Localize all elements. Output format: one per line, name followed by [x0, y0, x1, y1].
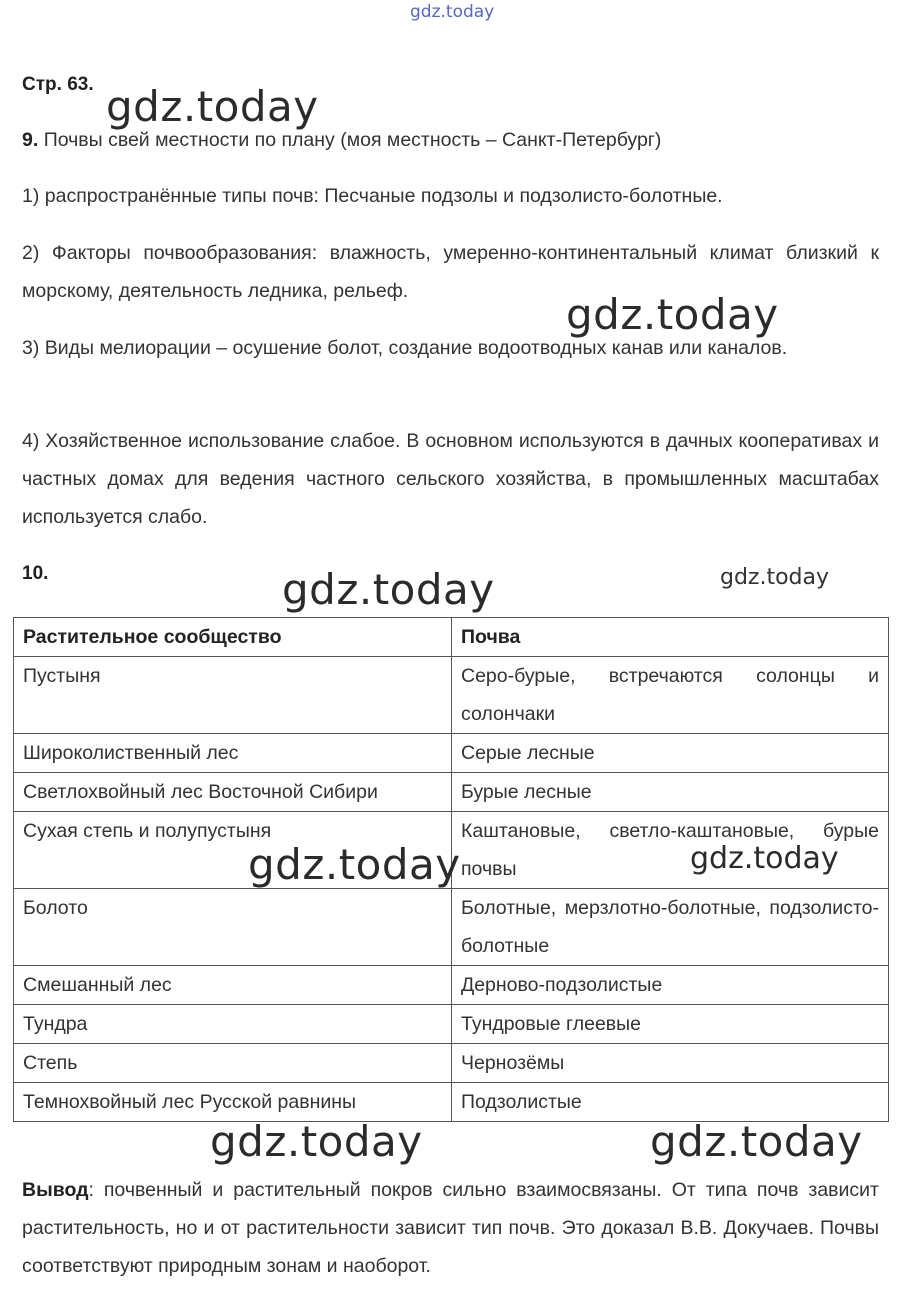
- table-cell-community: Светлохвойный лес Восточной Сибири: [14, 773, 452, 812]
- watermark: gdz.today: [720, 565, 830, 590]
- table-cell-soil: Каштановые, светло-каштановые, бурые почвы: [452, 812, 889, 889]
- table-row: [14, 734, 889, 773]
- table-cell-soil: Подзолистые: [452, 1083, 889, 1122]
- table-cell-soil: Болотные, мерзлотно-болотные, подзолисто-болотные: [452, 889, 889, 966]
- watermark-top: gdz.today: [410, 2, 495, 22]
- watermark: gdz.today: [248, 840, 461, 889]
- task9-title: [22, 121, 879, 159]
- table-cell-soil: Чернозёмы: [452, 1044, 889, 1083]
- watermark: gdz.today: [106, 82, 319, 131]
- table-cell-soil: Бурые лесные: [452, 773, 889, 812]
- watermark: gdz.today: [650, 1117, 863, 1166]
- conclusion-text: : почвенный и растительный покров сильно взаимосвязаны. От типа почв зависит растительность, но и от растительности зависит тип почв. Это доказал В.В. Докучаев. Почвы соответствуют природным зонам и наоборот.: [22, 1179, 879, 1277]
- page-label: Стр. 63.: [22, 74, 94, 95]
- table-cell-soil: Дерново-подзолистые: [452, 966, 889, 1005]
- table-cell-soil: Серо-бурые, встречаются солонцы и солончаки: [452, 657, 889, 734]
- task9-item-3: 3) Виды мелиорации – осушение болот, создание водоотводных канав или каналов.: [22, 337, 788, 359]
- table-cell-community: Пустыня: [14, 657, 452, 734]
- table-cell-community: Темнохвойный лес Русской равнины: [14, 1083, 452, 1122]
- table-cell-community: Смешанный лес: [14, 966, 452, 1005]
- task9-item-2: 2) Факторы почвообразования: влажность, умеренно-континентальный климат близкий к морскому, деятельность ледника, рельеф.: [22, 242, 879, 302]
- table-row: [14, 1044, 889, 1083]
- header-plant-community: Растительное сообщество: [14, 618, 452, 657]
- table-row: [14, 657, 889, 734]
- header-soil: Почва: [452, 618, 889, 657]
- table-cell-soil: Тундровые глеевые: [452, 1005, 889, 1044]
- watermark: gdz.today: [210, 1117, 423, 1166]
- table-cell-community: Степь: [14, 1044, 452, 1083]
- task9-item-1: 1) распространённые типы почв: Песчаные подзолы и подзолисто-болотные.: [22, 185, 723, 207]
- table-cell-soil: Серые лесные: [452, 734, 889, 773]
- table-row: [14, 1083, 889, 1122]
- table-cell-community: Широколиственный лес: [14, 734, 452, 773]
- conclusion-label: Вывод: [22, 1179, 89, 1201]
- table-cell-community: Болото: [14, 889, 452, 966]
- task9-item-4: 4) Хозяйственное использование слабое. В основном используются в дачных кооперативах и частных домах для ведения частного сельского хозяйства, в промышленных масштабах используется слабо.: [22, 430, 879, 528]
- watermark: gdz.today: [690, 841, 839, 876]
- watermark: gdz.today: [566, 290, 779, 339]
- table-cell-community: Тундра: [14, 1005, 452, 1044]
- watermark: gdz.today: [282, 565, 495, 614]
- table-header-row: [14, 618, 889, 657]
- task9-title-text: Почвы свей местности по плану (моя местность – Санкт-Петербург): [43, 129, 662, 151]
- table-row: [14, 1005, 889, 1044]
- table-row: [14, 773, 889, 812]
- table-row: [14, 966, 889, 1005]
- conclusion: [22, 1171, 879, 1285]
- task9-number: 9.: [22, 129, 39, 151]
- table-row: [14, 889, 889, 966]
- task10-number: 10.: [22, 563, 49, 584]
- table-cell-community: Сухая степь и полупустыня: [14, 812, 452, 889]
